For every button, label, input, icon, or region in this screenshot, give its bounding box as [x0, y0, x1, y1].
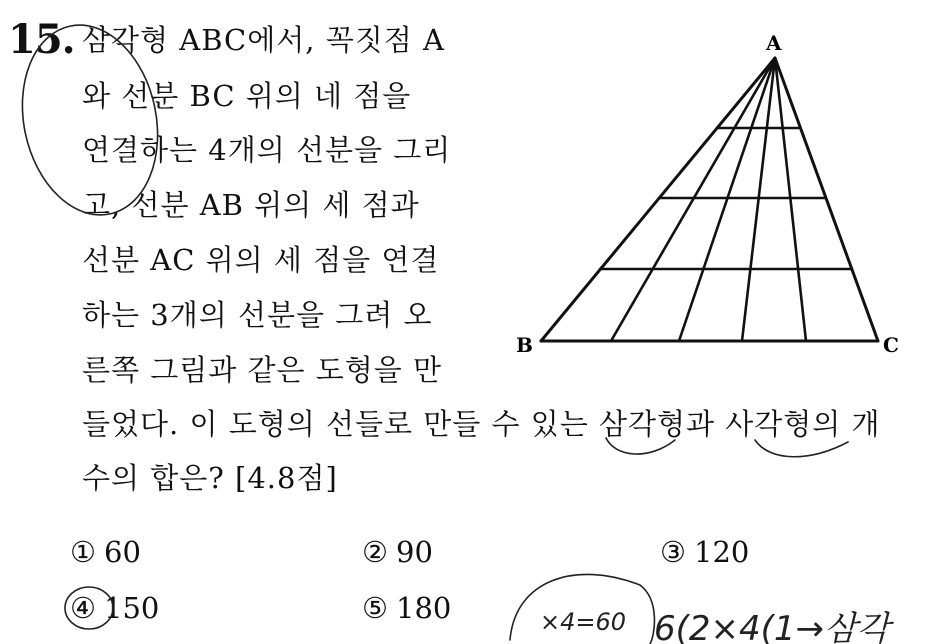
apex-line-3: [742, 58, 775, 341]
stem-line: 선분 AC 위의 세 점을 연결: [82, 243, 440, 277]
handwritten-circle-answer: [65, 587, 113, 629]
choice-value: 120: [694, 535, 750, 569]
vertex-a-label: A: [766, 31, 782, 55]
choice-mark: ①: [70, 535, 96, 569]
stem-line: 삼각형 ABC에서, 꼭짓점 A: [82, 23, 445, 57]
choice-value: 60: [104, 535, 141, 569]
stem-line: 하는 3개의 선분을 그려 오: [82, 298, 433, 332]
stem-line: 연결하는 4개의 선분을 그리: [82, 133, 452, 167]
stem-line: 들었다. 이 도형의 선들로 만들 수 있는 삼각형과 사각형의 개: [82, 407, 881, 441]
choice-value: 150: [104, 591, 160, 625]
stem-line: 와 선분 BC 위의 네 점을: [82, 79, 412, 113]
vertex-c-label: C: [883, 333, 899, 357]
side-ab: [541, 58, 775, 341]
handwritten-note-1: ×4=60: [540, 608, 627, 636]
handwritten-note-2: 6(2×4(1→삼각: [654, 609, 890, 644]
stem-line: 고, 선분 AB 위의 세 점과: [82, 188, 420, 222]
choice-mark: ④: [70, 591, 96, 625]
handwritten-underline-1: [606, 438, 675, 454]
problem-number: 15.: [8, 16, 75, 63]
vertex-b-label: B: [516, 333, 533, 357]
choice-mark: ③: [660, 535, 686, 569]
handwritten-circle-stem: [5, 12, 174, 227]
handwritten-underline-2: [755, 440, 848, 457]
choice-mark: ②: [362, 535, 388, 569]
stem-line: 수의 합은? [4.8점]: [82, 461, 338, 495]
choice-value: 180: [396, 591, 452, 625]
stem-line: 른쪽 그림과 같은 도형을 만: [82, 353, 443, 387]
choice-value: 90: [396, 535, 433, 569]
choice-mark: ⑤: [362, 591, 388, 625]
